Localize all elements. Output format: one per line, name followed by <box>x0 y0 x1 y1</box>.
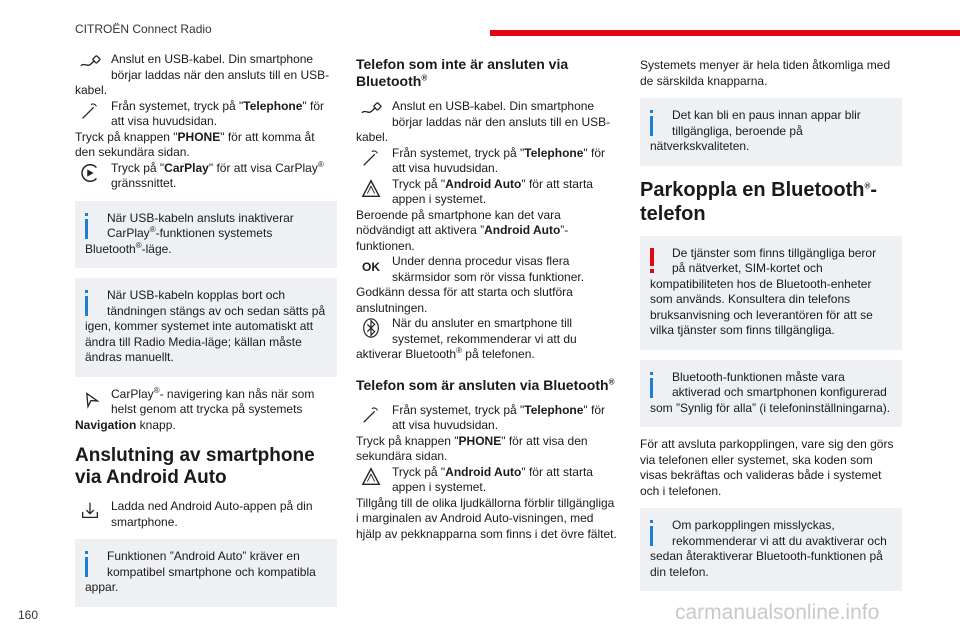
navigation-arrow-icon <box>75 388 105 418</box>
watermark: carmanualsonline.info <box>675 601 880 624</box>
warning-icon <box>650 248 658 274</box>
info-note-carplay-bluetooth: När USB-kabeln ansluts inaktiverar CarPlay®-funktionen systemets Bluetooth®-läge. <box>75 201 337 269</box>
bluetooth-icon <box>356 317 386 347</box>
press-phone-button-text: Tryck på knappen "PHONE" för att komma åt den sekundära sidan. <box>75 129 315 159</box>
finish-pairing-text: För att avsluta parkopplingen, vare sig den görs via telefonen eller systemet, ska koden som visas bekräftas och valideras både i systemet och i telefonen. <box>640 437 894 498</box>
info-icon <box>85 551 93 577</box>
touch-icon <box>356 404 386 434</box>
info-icon <box>650 110 658 136</box>
step-usb-cable-2: Anslut en USB-kabel. Din smartphone börjar laddas när den ansluts till en USB-kabel. <box>356 99 611 144</box>
step-ok: OK Under denna procedur visas flera skärmsidor som rör vissa funktioner. Godkänn dessa för att starta och slutföra anslutningen. <box>356 254 585 315</box>
info-icon <box>650 520 658 546</box>
column-2 <box>356 52 620 542</box>
warning-note-services: De tjänster som finns tillgängliga beror på nätverket, SIM-kortet och kompatibiliteten hos de Bluetooth-enheter som används. Konsultera din telefons bruksanvisning och leverantören för att se vilka tjänster som finns tillgängliga. <box>640 236 902 350</box>
heading-connected: Telefon som är ansluten via Bluetooth® <box>356 376 615 393</box>
info-icon <box>650 372 658 398</box>
step-press-telephone: Från systemet, tryck på "Telephone" för att visa huvudsidan. <box>75 99 337 130</box>
heading-pair-bluetooth: Parkoppla en Bluetooth®-telefon <box>640 178 878 225</box>
info-note-pairing-failed: Om parkopplingen misslyckas, rekommenderar vi att du avaktiverar och sedan återaktiverar Bluetooth-funktionen på din telefon. <box>640 508 902 591</box>
running-header: CITROËN Connect Radio <box>75 22 212 36</box>
info-note-network-pause: Det kan bli en paus innan appar blir tillgängliga, beroende på nätverkskvaliteten. <box>640 98 902 166</box>
touch-icon <box>356 147 386 177</box>
step-navigation: CarPlay®- navigering kan nås när som helst genom att trycka på systemets Navigation knapp. <box>75 385 315 432</box>
info-note-android-compat: Funktionen ”Android Auto” kräver en kompatibel smartphone och kompatibla appar. <box>75 539 337 607</box>
step-download-app: Ladda ned Android Auto-appen på din smartphone. <box>75 499 337 530</box>
info-icon <box>85 290 93 316</box>
step-press-telephone-2: Från systemet, tryck på "Telephone" för att visa huvudsidan. <box>356 146 620 177</box>
step-press-telephone-3: Från systemet, tryck på "Telephone" för att visa huvudsidan. <box>356 403 620 434</box>
depending-text: Beroende på smartphone kan det vara nödvändigt att aktivera ”Android Auto”-funktionen. <box>356 207 569 253</box>
ok-icon: OK <box>362 260 380 274</box>
heading-not-connected: Telefon som inte är ansluten via Bluetooth® <box>356 56 569 89</box>
step-android-auto-2: Tryck på "Android Auto" för att starta appen i systemet. <box>356 465 620 496</box>
android-auto-icon <box>356 178 386 208</box>
step-carplay: Tryck på "CarPlay" för att visa CarPlay® gränssnittet. <box>75 161 337 192</box>
header-accent-bar <box>490 30 960 36</box>
touch-icon <box>75 100 105 130</box>
access-text: Tillgång till de olika ljudkällorna förblir tillgängliga i marginalen av Android Auto-visningen, med hjälp av pekknapparna som finns i det övre fältet. <box>356 495 617 541</box>
download-icon <box>75 500 105 530</box>
info-note-bluetooth-visible: Bluetooth-funktionen måste vara aktiverad och smartphonen konfigurerad som ”Synlig för alla” (i telefoninställningarna). <box>640 360 902 428</box>
android-auto-icon <box>356 466 386 496</box>
info-note-usb-disconnect: När USB-kabeln kopplas bort och tändningen stängs av och sedan sätts på igen, kommer systemet inte automatiskt att ändra till Radio Media-läge; källan måste ändras manuellt. <box>75 278 337 377</box>
heading-android-auto: Anslutning av smartphone via Android Auto <box>75 445 315 488</box>
step-android-auto: Tryck på "Android Auto" för att starta appen i systemet. <box>356 177 620 208</box>
page-number: 160 <box>18 608 39 622</box>
info-icon <box>85 213 93 239</box>
carplay-icon <box>75 162 105 192</box>
press-phone-button-text-2: Tryck på knappen "PHONE" för att visa den sekundära sidan. <box>356 433 588 463</box>
step-usb-cable <box>75 52 337 99</box>
column-3 <box>640 52 902 601</box>
usb-cable-icon <box>356 100 386 130</box>
menus-text: Systemets menyer är hela tiden åtkomliga med de särskilda knapparna. <box>640 58 891 88</box>
usb-cable-icon <box>75 53 105 83</box>
usb-cable-text: Anslut en USB-kabel. Din smartphone börjar laddas när den ansluts till en USB-kabel. <box>75 52 330 97</box>
column-1 <box>75 52 337 617</box>
step-bluetooth: När du ansluter en smartphone till systemet, rekommenderar vi att du aktiverar Bluetooth® på telefonen. <box>356 316 577 361</box>
